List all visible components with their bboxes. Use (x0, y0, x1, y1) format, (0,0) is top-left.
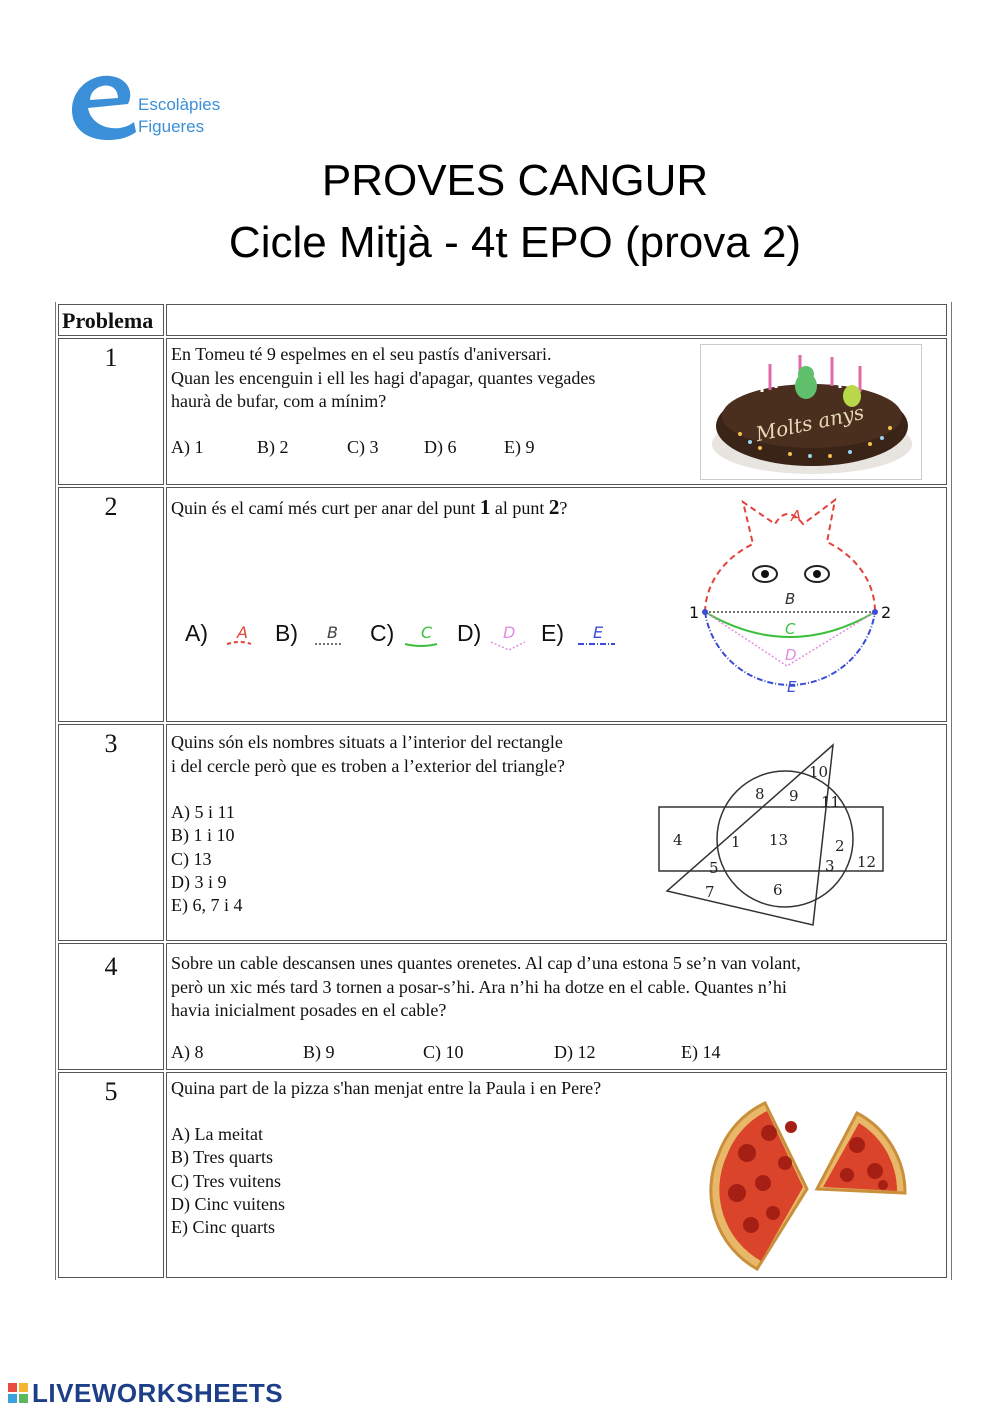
liveworksheets-logo-icon (8, 1383, 28, 1403)
option-c[interactable]: C) Tres vuitens (171, 1170, 282, 1191)
problem-5-options (171, 1123, 285, 1239)
question-line: Quina part de la pizza s'han menjat entre la Paula i en Pere? (171, 1078, 602, 1098)
problem-number: 1 (58, 338, 164, 485)
question-text: al punt (490, 498, 549, 518)
problem-4-question (171, 952, 801, 1023)
problem-1-cell (166, 338, 947, 485)
option-a[interactable]: A) La meitat (171, 1124, 263, 1144)
option-b[interactable]: B) 9 (303, 1042, 335, 1062)
problem-4-options (171, 1042, 771, 1066)
diagram-path-label: B (785, 590, 796, 608)
point-2-label: 2 (548, 495, 560, 519)
path-legend-label: A (237, 623, 248, 642)
option-b[interactable]: B) 1 i 10 (171, 825, 235, 846)
region-number: 6 (773, 881, 783, 899)
problem-number: 4 (58, 943, 164, 1070)
problem-number: 2 (58, 487, 164, 722)
region-number: 9 (789, 787, 799, 805)
region-number: 10 (809, 763, 829, 781)
option-d[interactable]: D) 3 i 9 (171, 871, 227, 892)
region-number: 7 (705, 883, 715, 901)
problem-5-question (171, 1077, 601, 1101)
question-text: Quin és el camí més curt per anar del punt (171, 498, 480, 518)
region-number: 2 (835, 837, 845, 855)
diagram-path-label: E (787, 678, 797, 696)
point-1-label: 1 (479, 495, 491, 519)
option-e[interactable]: E) 6, 7 i 4 (171, 895, 243, 916)
logo-line1: Escolàpies (138, 95, 221, 114)
region-number: 1 (731, 833, 741, 851)
path-legend-label: D (503, 623, 516, 642)
question-line: Sobre un cable descansen unes quantes orenetes. Al cap d’una estona 5 se’n van volant, (171, 953, 801, 973)
question-line: però un xic més tard 3 tornen a posar-s’hi. Ara n’hi ha dotze en el cable. Quantes n’hi (171, 976, 787, 997)
region-number: 5 (709, 859, 719, 877)
option-e[interactable]: E) Cinc quarts (171, 1217, 275, 1238)
option-c[interactable]: C) (370, 620, 395, 646)
cake-text: Molts anys (753, 399, 867, 447)
option-c[interactable]: C) 13 (171, 848, 212, 869)
pizza-image (707, 1093, 917, 1273)
diagram-path-label: D (785, 646, 797, 664)
region-number: 3 (825, 857, 835, 875)
question-line: Quins són els nombres situats a l’interior del rectangle (171, 732, 563, 752)
question-line: haurà de bufar, com a mínim? (171, 391, 387, 411)
question-line: En Tomeu té 9 espelmes en el seu pastís d'aniversari. (171, 344, 552, 364)
option-b[interactable]: B) (275, 620, 298, 646)
path-legend-label: C (421, 623, 433, 642)
option-a[interactable]: A) (185, 620, 208, 646)
option-c[interactable]: C) 10 (423, 1042, 464, 1062)
problem-5-cell (166, 1072, 947, 1278)
option-a[interactable]: A) 8 (171, 1042, 204, 1062)
footer-brand: LIVEWORKSHEETS (32, 1378, 284, 1408)
question-line: i del cercle però que es troben a l’exterior del triangle? (171, 755, 565, 776)
question-text: ? (559, 498, 568, 518)
problem-1-question (171, 343, 595, 414)
option-e[interactable]: E) 9 (504, 437, 535, 457)
question-line: havia inicialment posades en el cable? (171, 1000, 447, 1020)
option-c[interactable]: C) 3 (347, 437, 379, 457)
path-legend-label: B (327, 623, 338, 642)
region-number: 11 (821, 793, 841, 811)
problem-4-cell (166, 943, 947, 1070)
logo-text (138, 94, 220, 138)
option-b[interactable]: B) 2 (257, 437, 289, 457)
problem-number: 5 (58, 1072, 164, 1278)
problem-3-options (171, 801, 243, 917)
option-a[interactable]: A) 1 (171, 437, 204, 457)
diagram-point-1: 1 (689, 603, 700, 622)
birthday-cake-image (700, 344, 922, 480)
problem-3-cell (166, 724, 947, 941)
diagram-point-2: 2 (881, 603, 892, 622)
problem-2-options (185, 620, 625, 660)
shapes-diagram (655, 739, 895, 929)
header-empty-cell (166, 304, 947, 336)
option-d[interactable]: D) 12 (554, 1042, 596, 1062)
page-subtitle: Cicle Mitjà - 4t EPO (prova 2) (228, 218, 802, 267)
diagram-path-label: A (791, 507, 802, 525)
problem-1-options (171, 437, 571, 461)
option-d[interactable]: D) Cinc vuitens (171, 1193, 285, 1214)
path-legend-label: E (593, 623, 604, 642)
problem-2-cell (166, 487, 947, 722)
problem-number: 3 (58, 724, 164, 941)
region-number: 12 (857, 853, 877, 871)
region-number: 13 (769, 831, 789, 849)
problems-table (55, 302, 952, 1280)
option-a[interactable]: A) 5 i 11 (171, 802, 235, 822)
problem-3-question (171, 731, 565, 778)
option-b[interactable]: B) Tres quarts (171, 1147, 274, 1168)
path-diagram (675, 494, 905, 716)
question-line: Quan les encenguin i ell les hagi d'apagar, quantes vegades (171, 367, 596, 388)
logo-line2: Figueres (138, 117, 205, 136)
option-d[interactable]: D) 6 (424, 437, 457, 457)
option-e[interactable]: E) 14 (681, 1042, 721, 1062)
page-title: PROVES CANGUR (321, 156, 709, 205)
column-header: Problema (58, 304, 164, 336)
option-e[interactable]: E) (541, 620, 564, 646)
region-number: 4 (673, 831, 683, 849)
diagram-path-label: C (785, 620, 796, 638)
problem-2-question (171, 496, 567, 521)
path-legend-icons (185, 620, 625, 660)
region-number: 8 (755, 785, 765, 803)
option-d[interactable]: D) (457, 620, 482, 646)
